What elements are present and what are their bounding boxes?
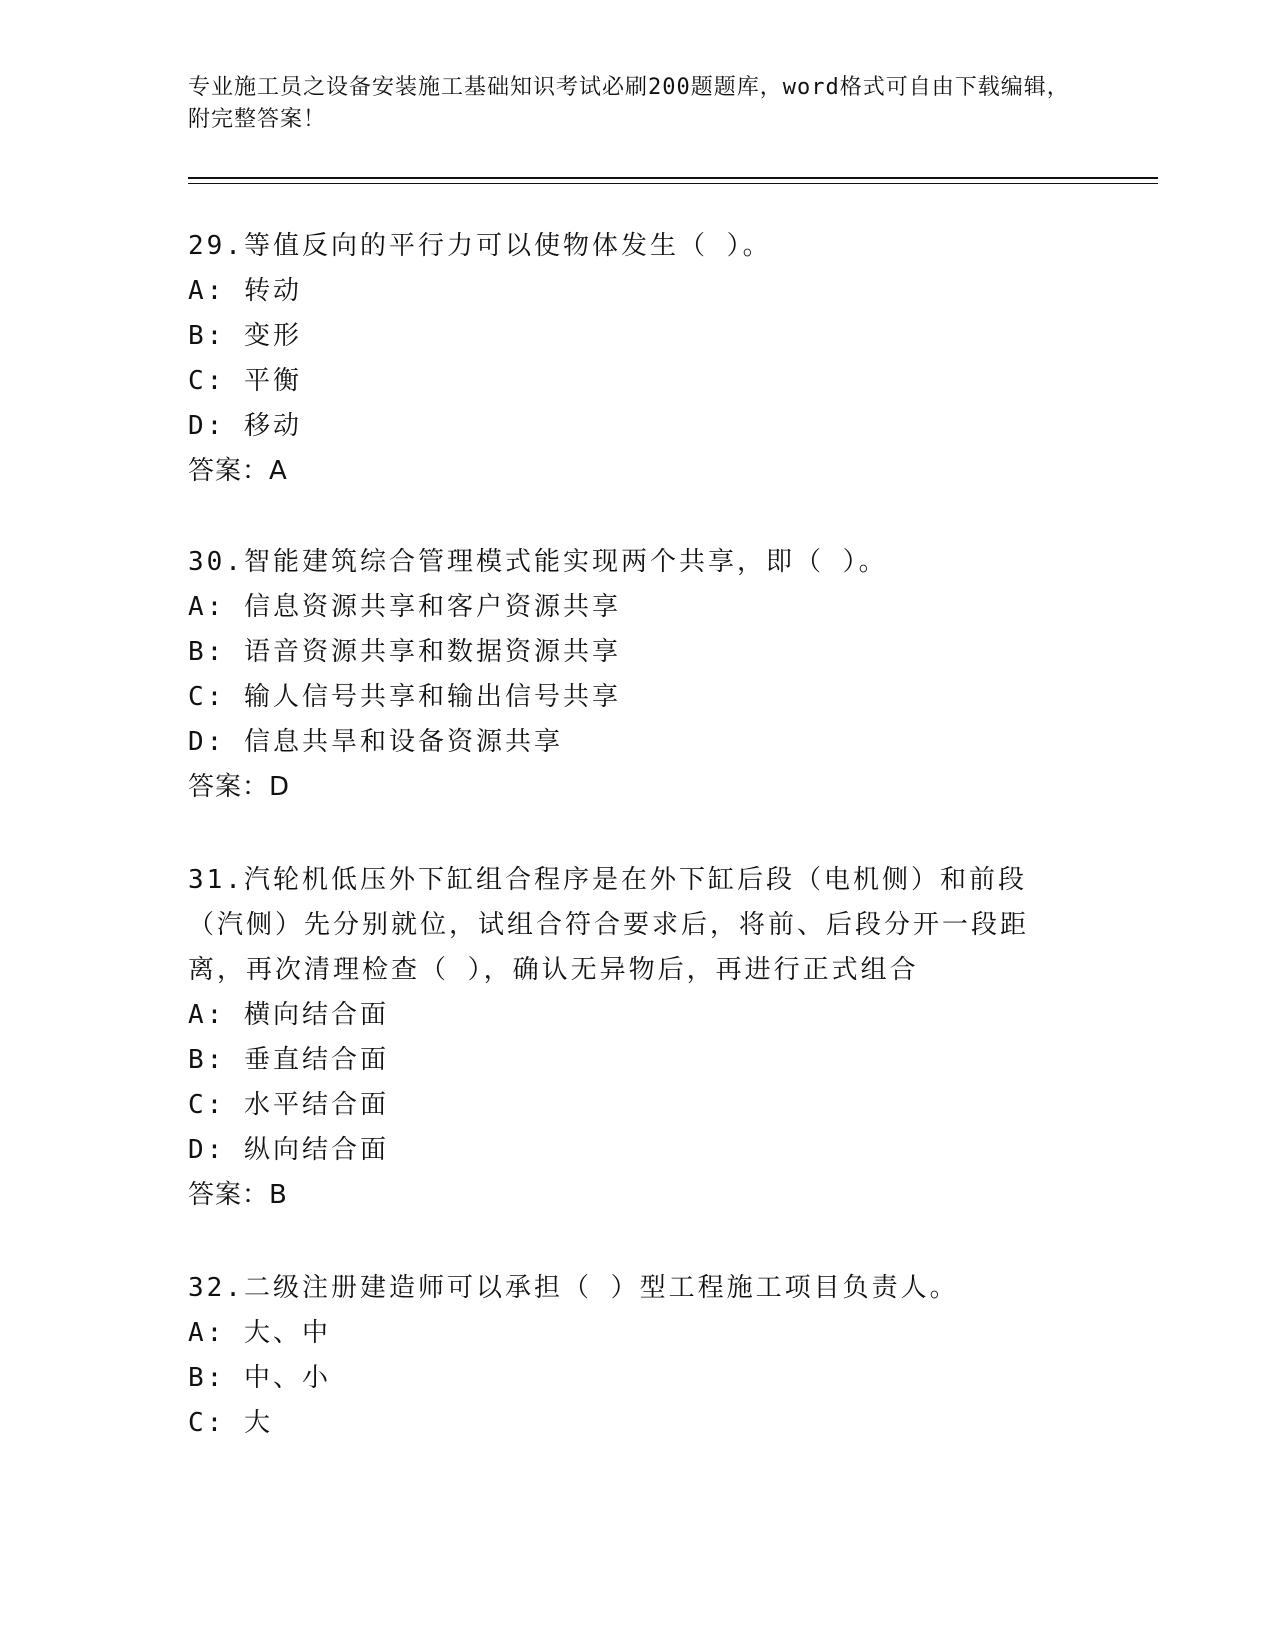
question-stem: 29.等值反向的平行力可以使物体发生（ ）。 <box>188 231 772 261</box>
header-divider-thin <box>188 183 1158 184</box>
option-d: D: 信息共旱和设备资源共享 <box>188 727 563 757</box>
option-b: B: 语音资源共享和数据资源共享 <box>188 637 621 667</box>
option-b: B: 垂直结合面 <box>188 1045 389 1075</box>
option-a: A: 转动 <box>188 276 302 306</box>
header-divider <box>188 177 1158 179</box>
option-a: A: 大、中 <box>188 1318 331 1348</box>
question-31 <box>188 858 1068 1218</box>
option-d: D: 纵向结合面 <box>188 1135 389 1165</box>
question-stem: 31.汽轮机低压外下缸组合程序是在外下缸后段（电机侧）和前段（汽侧）先分别就位，试组合符合要求后，将前、后段分开一段距离，再次清理检查（ ），确认无异物后，再进行正式组合 <box>188 865 1030 985</box>
question-30 <box>188 540 1088 810</box>
answer-label: 答案：D <box>188 772 291 802</box>
option-a: A: 横向结合面 <box>188 1000 389 1030</box>
option-d: D: 移动 <box>188 411 302 441</box>
document-header: 专业施工员之设备安装施工基础知识考试必刷200题题库，word格式可自由下载编辑，附完整答案！ <box>188 75 1070 132</box>
answer-label: 答案：B <box>188 1180 288 1210</box>
option-c: C: 水平结合面 <box>188 1090 389 1120</box>
option-b: B: 变形 <box>188 321 302 351</box>
question-32 <box>188 1266 1088 1446</box>
option-b: B: 中、小 <box>188 1363 331 1393</box>
option-c: C: 平衡 <box>188 366 302 396</box>
question-29 <box>188 224 1088 494</box>
question-stem: 30.智能建筑综合管理模式能实现两个共享，即（ ）。 <box>188 547 888 577</box>
option-a: A: 信息资源共享和客户资源共享 <box>188 592 621 622</box>
answer-label: 答案：A <box>188 456 288 486</box>
question-stem: 32.二级注册建造师可以承担（ ）型工程施工项目负责人。 <box>188 1273 959 1303</box>
option-c: C: 大 <box>188 1408 273 1438</box>
option-c: C: 输人信号共享和输出信号共享 <box>188 682 621 712</box>
